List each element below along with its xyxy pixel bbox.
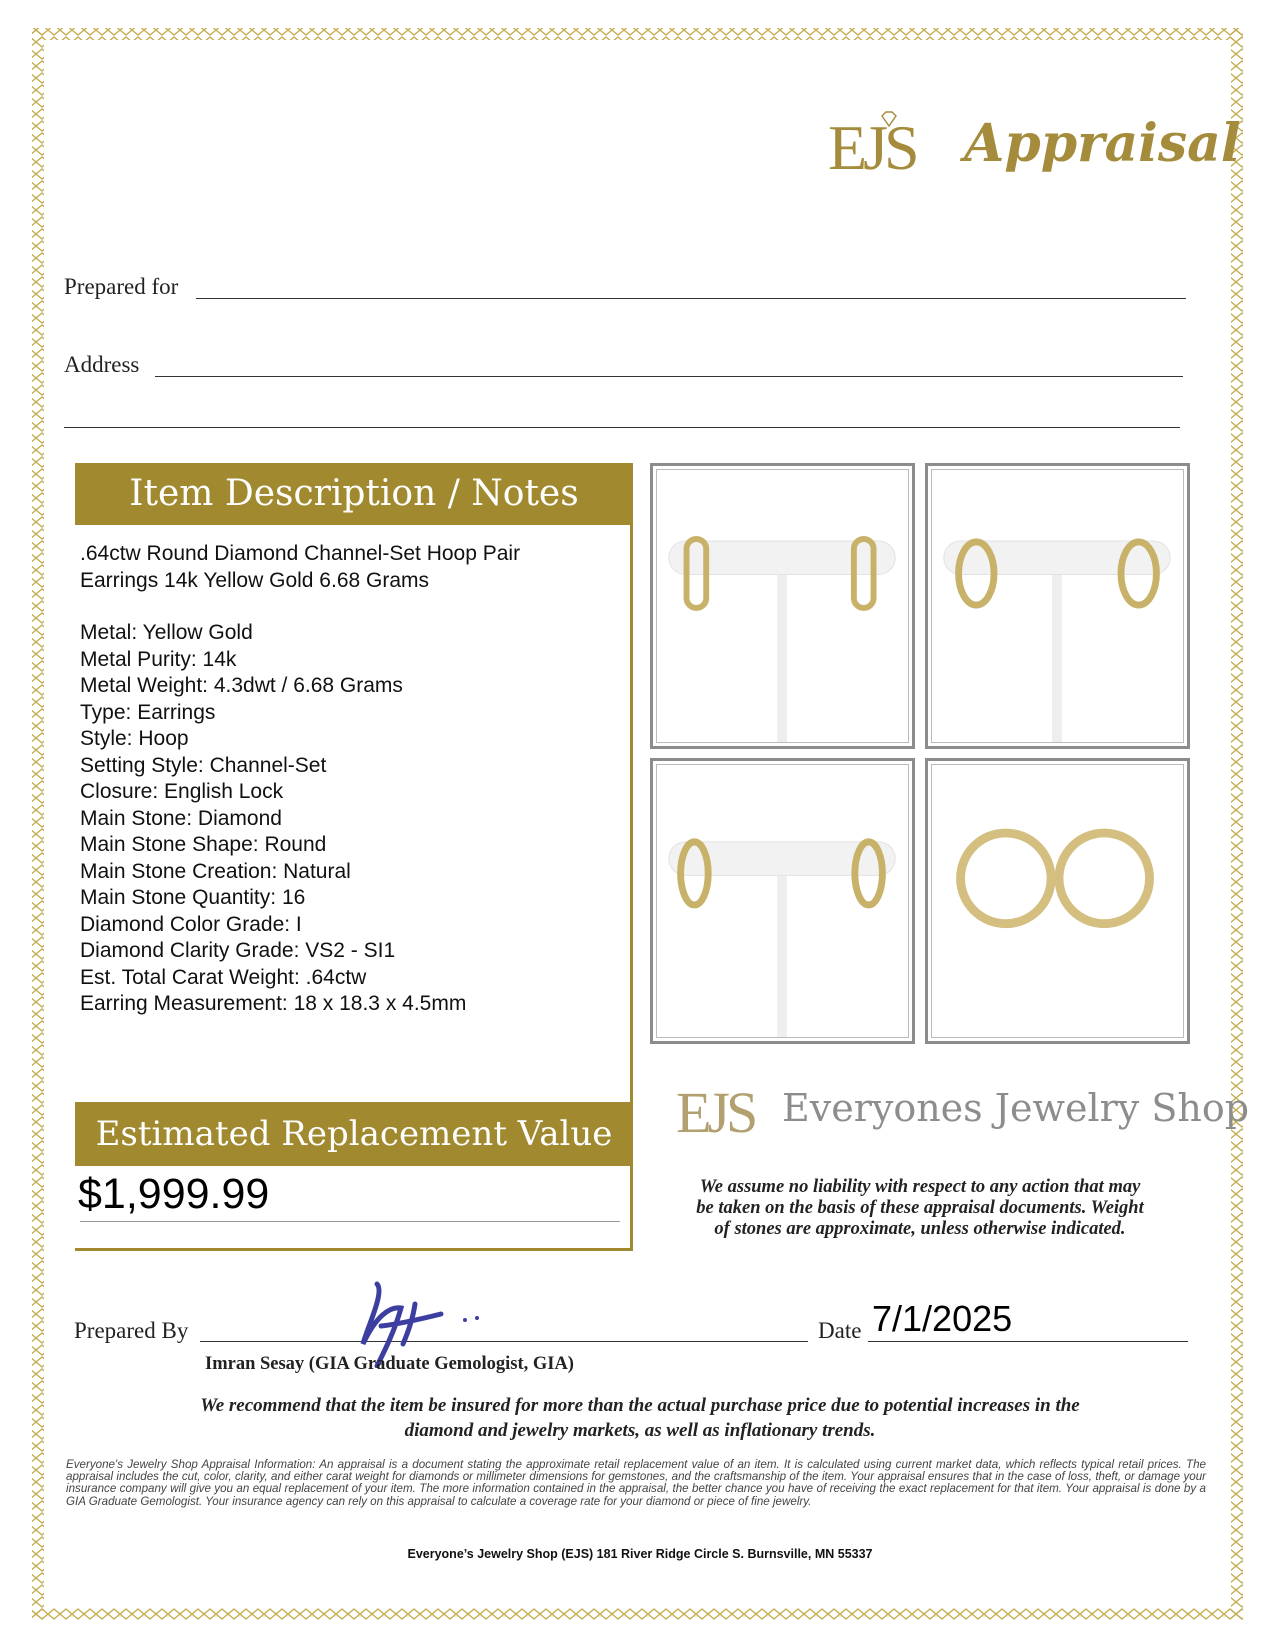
product-photo-1[interactable]	[650, 463, 915, 749]
spec-type: Type: Earrings	[80, 700, 216, 724]
item-description-header	[75, 463, 633, 525]
spec-main-stone-creation: Main Stone Creation: Natural	[80, 859, 351, 883]
diamond-icon	[880, 110, 898, 128]
product-photo-4[interactable]	[925, 758, 1190, 1044]
spec-metal-weight: Metal Weight: 4.3dwt / 6.68 Grams	[80, 674, 403, 697]
header-logo	[828, 112, 1241, 222]
appraisal-information: Everyone's Jewelry Shop Appraisal Information: An appraisal is a document stating the approximate retail replacement value of an item. It is calculated using current market data, which reflects typical retail prices. The appraisal includes the cut, color, clarity, and either carat weight for diamonds or millimeter dimensions for gemstones, and the craftsmanship of the item. Your appraisal ensures that in the case of loss, theft, or damage your insurance company will give you an equal replacement of your item. The more information contained in the appraisal, the better chance you have of receiving the exact replacement for that item. Your appraisal is done by a GIA Graduate Gemologist. Your insurance agency can rely on this appraisal to calculate a coverage rate for your diamond or piece of fine jewelry.	[66, 1458, 1206, 1508]
spec-main-stone: Main Stone: Diamond	[80, 806, 282, 830]
hoop-earrings-image	[932, 765, 1183, 1037]
replacement-value-header	[75, 1102, 633, 1166]
spec-color-grade: Diamond Color Grade: I	[80, 912, 302, 936]
prepared-by-label: Prepared By	[74, 1318, 189, 1343]
spec-metal: Metal: Yellow Gold	[80, 621, 253, 644]
earrings-on-stand-image	[932, 470, 1183, 742]
item-summary-line: Earrings 14k Yellow Gold 6.68 Grams	[80, 568, 430, 592]
shop-logo: EJS	[676, 1080, 755, 1145]
shop-name: Everyones Jewelry Shop	[782, 1086, 1250, 1130]
item-description-title: Item Description / Notes	[129, 473, 579, 514]
address-line-1[interactable]	[155, 376, 1183, 377]
item-description-text	[80, 541, 520, 1018]
appraisal-date: 7/1/2025	[872, 1298, 1013, 1339]
spec-setting-style: Setting Style: Channel-Set	[80, 753, 327, 777]
earrings-on-stand-image	[657, 470, 908, 742]
appraiser-name: Imran Sesay (GIA Graduate Gemologist, GIA)	[205, 1354, 574, 1374]
date-line[interactable]	[868, 1341, 1188, 1342]
spec-closure: Closure: English Lock	[80, 780, 284, 803]
footer-address: Everyone’s Jewelry Shop (EJS) 181 River Ridge Circle S. Burnsville, MN 55337	[407, 1547, 873, 1561]
spec-style: Style: Hoop	[80, 727, 189, 750]
prepared-for-line[interactable]	[196, 298, 1186, 299]
spec-metal-purity: Metal Purity: 14k	[80, 647, 237, 671]
product-photo-2[interactable]	[925, 463, 1190, 749]
signature-line[interactable]	[200, 1341, 808, 1342]
earrings-on-stand-image	[657, 765, 908, 1037]
item-summary-line: .64ctw Round Diamond Channel-Set Hoop Pair	[80, 542, 521, 565]
liability-disclaimer: We assume no liability with respect to any action that may be taken on the basis of these appraisal documents. Weight of stones are approximate, unless otherwise indicated.	[696, 1177, 1144, 1239]
appraisal-title: Appraisal	[964, 113, 1241, 174]
replacement-value-amount: $1,999.99	[78, 1170, 270, 1218]
spec-measurement: Earring Measurement: 18 x 18.3 x 4.5mm	[80, 992, 467, 1015]
spec-carat-weight: Est. Total Carat Weight: .64ctw	[80, 965, 367, 989]
prepared-for-label: Prepared for	[64, 274, 179, 299]
replacement-value-title: Estimated Replacement Value	[95, 1114, 613, 1154]
product-photo-3[interactable]	[650, 758, 915, 1044]
address-label: Address	[64, 352, 140, 377]
value-underline	[80, 1221, 620, 1222]
spec-main-stone-quantity: Main Stone Quantity: 16	[80, 886, 306, 909]
date-label: Date	[818, 1318, 862, 1343]
ejs-logo: EJS	[828, 112, 916, 183]
spec-clarity-grade: Diamond Clarity Grade: VS2 - SI1	[80, 939, 396, 962]
insurance-recommendation: We recommend that the item be insured for more than the actual purchase price due to potential increases in the diamond and jewelry markets, as well as inflationary trends.	[200, 1395, 1080, 1441]
spec-main-stone-shape: Main Stone Shape: Round	[80, 833, 327, 856]
address-line-2[interactable]	[64, 427, 1180, 428]
